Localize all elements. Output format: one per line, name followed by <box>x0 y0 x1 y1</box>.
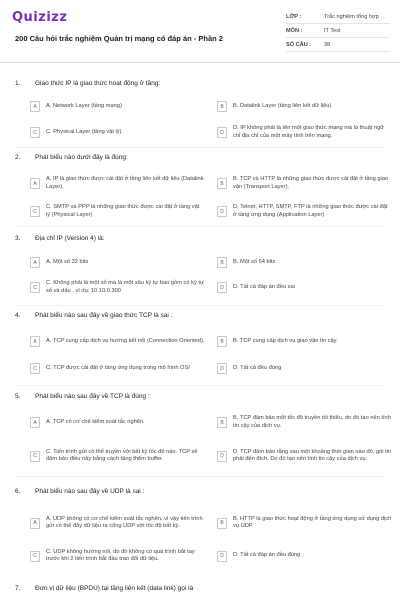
option-c[interactable] <box>30 278 205 297</box>
option-b[interactable] <box>217 253 392 272</box>
option-d[interactable] <box>217 359 392 378</box>
option-b[interactable] <box>217 510 392 536</box>
option-letter-box: B <box>217 101 227 112</box>
option-letter-box: A <box>30 257 40 268</box>
option-b[interactable] <box>217 97 392 116</box>
divider <box>15 147 385 148</box>
divider <box>15 385 385 386</box>
question-header <box>15 488 144 495</box>
question-number: 7. <box>15 585 21 592</box>
option-c[interactable] <box>30 443 205 469</box>
option-letter-box: A <box>30 417 40 428</box>
option-letter-box: C <box>30 451 40 462</box>
question-number: 1. <box>15 80 21 87</box>
divider <box>15 476 385 477</box>
meta-table <box>286 10 390 52</box>
option-letter-box: B <box>217 518 227 529</box>
option-letter-box: D <box>217 206 227 217</box>
meta-key: SỐ CÂU : <box>286 41 312 48</box>
option-text: A. Network Layer (tầng mạng) <box>46 102 122 109</box>
question-text: Giao thức IP là giao thức hoạt động ở tầng: <box>35 80 161 87</box>
option-a[interactable] <box>30 97 205 116</box>
meta-row-class <box>286 10 390 24</box>
question-header <box>15 393 150 400</box>
option-text: A. UDP không có cơ chế kiểm soát tắc nghẽn, vì vậy tiến trình gửi có thể đẩy dữ liệu ra cổng UDP với tốc độ bất kỳ. <box>46 515 203 529</box>
option-c[interactable] <box>30 123 205 142</box>
option-letter-box: B <box>217 417 227 428</box>
option-text: C. SMTP và PPP là những giao thức được cài đặt ở tầng vật lý (Physical Layer) <box>46 204 200 218</box>
option-letter-box: C <box>30 363 40 374</box>
option-letter-box: D <box>217 363 227 374</box>
question-text: Phát biểu nào dưới đây là đúng: <box>35 154 128 161</box>
question-header <box>15 80 160 87</box>
option-text: C. Không phải là một số mà là một xâu ký tự bao gồm có ký tự số và dấu . ví dụ: 10.10.0.300 <box>46 280 204 294</box>
option-text: B. HTTP là giao thức hoạt động ở tầng ứng dụng sử dụng dịch vụ UDP. <box>233 515 392 529</box>
option-letter-box: A <box>30 518 40 529</box>
meta-value: Trắc nghiệm tổng hợp <box>324 13 379 20</box>
option-text: D. Tất cả đáp án đều đúng <box>233 552 301 559</box>
option-d[interactable] <box>217 123 392 142</box>
option-a[interactable] <box>30 174 205 193</box>
question-header <box>15 585 193 592</box>
question-header <box>15 235 105 242</box>
option-text: D. Tất cả đáp án đều sai <box>233 283 295 290</box>
option-letter-box: D <box>217 451 227 462</box>
question-text: Phát biểu nào sau đây về giao thức TCP là sai : <box>35 312 173 319</box>
option-c[interactable] <box>30 543 205 569</box>
option-text: C. TCP được cài đặt ở tầng ứng dụng trong mô hình OSI <box>46 364 190 371</box>
option-letter-box: A <box>30 101 40 112</box>
option-b[interactable] <box>217 332 392 351</box>
option-text: D. Telnet, HTTP, SMTP, FTP là những giao thức được cài đặt ở tầng ứng dụng (Application Layer) <box>233 204 388 218</box>
option-d[interactable] <box>217 443 392 469</box>
option-text: D. Tất cả đều đúng <box>233 364 282 371</box>
question-number: 4. <box>15 312 21 319</box>
option-text: B. Một số 64 bits <box>233 258 276 265</box>
question-text: Địa chỉ IP (Version 4) là: <box>35 235 105 242</box>
question-text: Phát biểu nào sau đây về TCP là đúng : <box>35 393 150 400</box>
option-text: A. Một số 32 bits <box>46 258 89 265</box>
quizizz-logo: Quizizz <box>12 10 68 25</box>
option-letter-box: D <box>217 551 227 562</box>
question-number: 2. <box>15 154 21 161</box>
document-title: 200 Câu hỏi trắc nghiệm Quản trị mạng có đáp án - Phần 2 <box>15 34 223 43</box>
question-text: Phát biểu nào sau đây về UDP là sai : <box>35 488 145 495</box>
option-a[interactable] <box>30 332 205 351</box>
option-letter-box: B <box>217 257 227 268</box>
option-text: B. TCP và HTTP là những giao thức được cài đặt ở tầng giao vận (Transport Layer). <box>233 176 389 190</box>
meta-key: MÔN : <box>286 27 303 34</box>
divider <box>15 226 385 227</box>
option-a[interactable] <box>30 413 205 432</box>
option-letter-box: C <box>30 282 40 293</box>
option-a[interactable] <box>30 253 205 272</box>
question-header <box>15 312 172 319</box>
option-text: A. TCP có cơ chế kiểm soát tắc nghẽn. <box>46 418 145 425</box>
meta-value: 38 <box>324 41 331 48</box>
divider <box>15 305 385 306</box>
option-d[interactable] <box>217 543 392 569</box>
option-b[interactable] <box>217 174 392 193</box>
option-text: B. TCP cung cấp dịch vụ giao vận tin cậy. <box>233 337 338 344</box>
option-letter-box: C <box>30 551 40 562</box>
option-text: A. IP là giao thức được cài đặt ở tầng liên kết dữ liệu (Datalink Layer). <box>46 176 204 190</box>
meta-value: IT Test <box>324 27 341 34</box>
option-d[interactable] <box>217 202 392 221</box>
option-letter-box: D <box>217 282 227 293</box>
option-b[interactable] <box>217 413 392 432</box>
option-text: D. IP không phải là tên một giao thức mạng mà là thuật ngữ chỉ địa chỉ của một máy tính trên mạng. <box>233 125 385 139</box>
option-letter-box: B <box>217 178 227 189</box>
option-text: D. TCP đảm bảo rằng sau một khoảng thời gian nào đó, gói tin phải đến đích. Do đó tạo nên tính tin cậy của dịch vụ. <box>233 448 392 462</box>
question-header <box>15 154 128 161</box>
meta-row-count <box>286 38 390 52</box>
option-letter-box: A <box>30 336 40 347</box>
question-number: 6. <box>15 488 21 495</box>
meta-row-subject <box>286 24 390 38</box>
option-text: B. Datalink Layer (tầng liên kết dữ liệu) <box>233 102 332 109</box>
option-letter-box: C <box>30 206 40 217</box>
option-letter-box: C <box>30 127 40 138</box>
option-d[interactable] <box>217 278 392 297</box>
option-c[interactable] <box>30 202 205 221</box>
page-header <box>0 0 400 63</box>
option-text: C. UDP không hướng nối, do đó không có quá trình bắt tay trước khi 2 tiến trình bắt đầu trao đổi dữ liệu. <box>46 548 195 562</box>
option-letter-box: D <box>217 127 227 138</box>
option-text: C. Physical Layer (tầng vật lý) <box>46 128 122 135</box>
question-number: 5. <box>15 393 21 400</box>
option-text: B. TCP đảm bảo một tốc độ truyền tối thiểu, do đó tạo nên tính tin cậy của dịch vụ. <box>233 415 391 429</box>
option-text: C. Tiến trình gửi có thể truyền với bất kỳ tốc độ nào. TCP sẽ đảm bảo điều này bằng cách tăng thêm buffer. <box>46 448 198 462</box>
option-letter-box: A <box>30 178 40 189</box>
meta-key: LỚP : <box>286 13 302 20</box>
question-number: 3. <box>15 235 21 242</box>
option-text: A. TCP cung cấp dịch vụ hướng kết nối (Connection Oriented). <box>46 337 205 344</box>
question-text: Đơn vị dữ liệu (BPDU) tại tầng liên kết (data link) gọi là <box>35 585 194 592</box>
option-c[interactable] <box>30 359 205 378</box>
option-a[interactable] <box>30 510 205 536</box>
option-letter-box: B <box>217 336 227 347</box>
